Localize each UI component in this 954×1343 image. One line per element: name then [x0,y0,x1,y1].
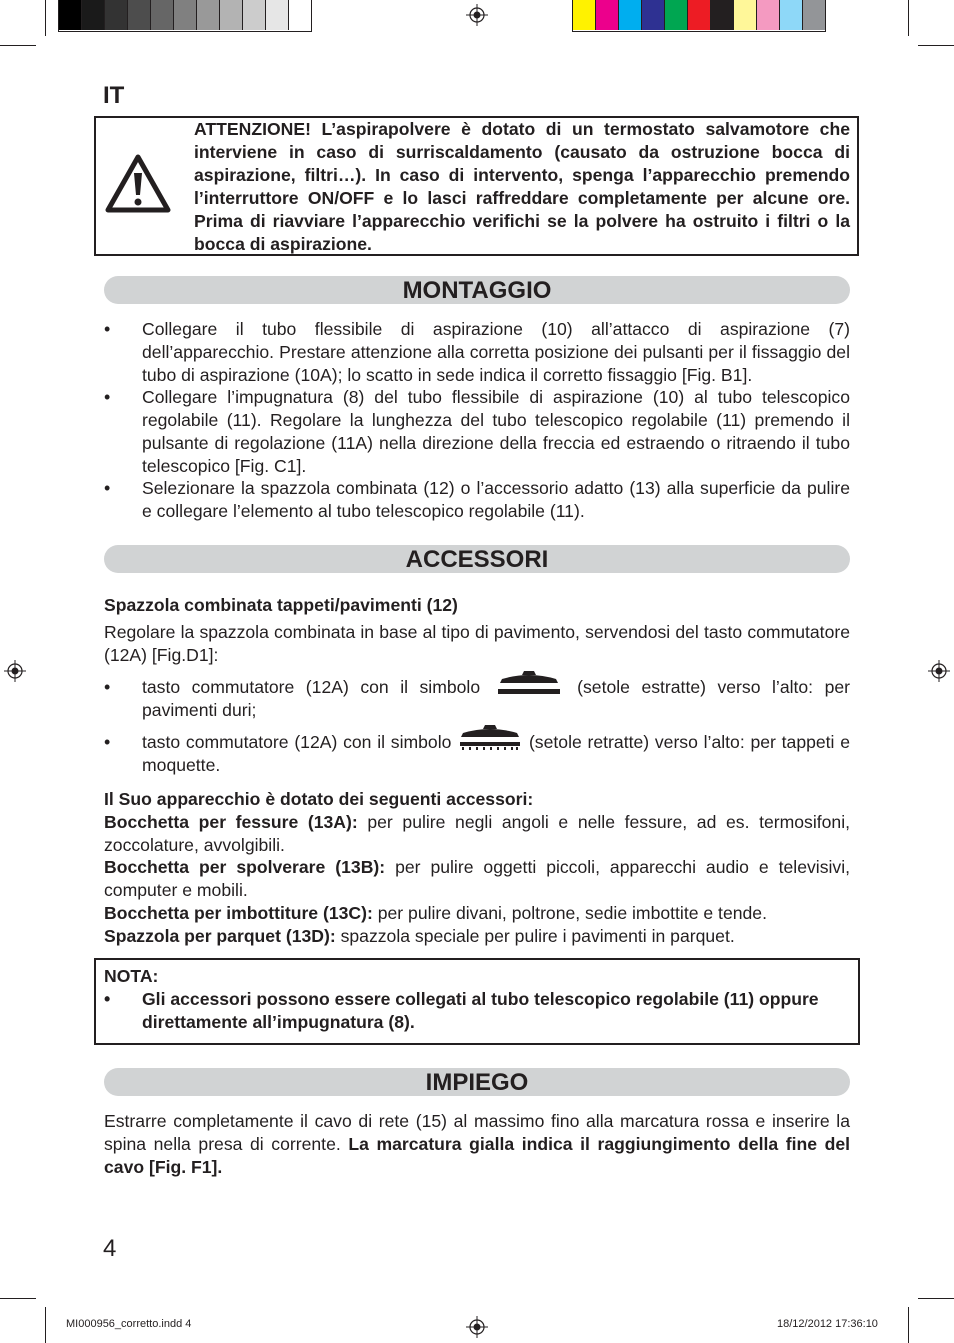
color-swatch [619,0,642,30]
color-swatch-bar [572,0,826,32]
color-swatch [596,0,619,30]
color-swatch [289,0,311,30]
color-swatch [266,0,289,30]
bullet: • [104,319,111,339]
bullet: • [104,478,111,498]
language-code: IT [103,82,125,109]
switch-text-before: tasto commutatore (12A) con il simbolo [142,732,452,752]
list-item: Collegare il tubo flessibile di aspirazione (10) all’attacco di aspirazione (7) dell’apparecchio. Prestare attenzione alla corretta posizione dei pulsanti per il fissaggio del tubo di aspirazione (10A); lo scatto in sede indica il corretto fissaggio [Fig. B1]. [142,319,850,385]
color-swatch [151,0,174,30]
color-swatch [665,0,688,30]
warning-text: ATTENZIONE! L’aspirapolvere è dotato di un termostato salvamotore che interviene in caso di surriscaldamento (causato da ostruzione bocca di aspirazione, filtri…). In caso di intervento, spenga l’apparecchio premendo l’interruttore ON/OFF e lo lasci raffreddare completamente per alcune ore. Prima di riavviare l’apparecchio verifichi se la polvere ha ostruito i filtri o la bocca di aspirazione. [194,119,850,254]
crop-mark [45,0,46,36]
accessory-desc: per pulire oggetti piccoli, apparecchi audio e televisivi, computer e mobili. [104,857,851,900]
bristles-extended-icon [496,669,562,699]
crop-mark [908,0,909,36]
crop-mark [0,45,36,46]
note-text: Gli accessori possono essere collegati al tubo telescopico regolabile (11) oppure direttamente all’impugnatura (8). [142,989,819,1032]
switch-text-after: (setole estratte) verso l’alto: per pavimenti duri; [142,677,850,721]
warning-triangle-icon [104,153,172,215]
color-swatch [688,0,711,30]
color-swatch [220,0,243,30]
bullet: • [104,677,111,697]
color-swatch [105,0,128,30]
switch-item [142,731,850,777]
accessory-name: Bocchetta per fessure (13A): [104,812,358,832]
accessory-item [104,856,850,902]
section-header-montaggio: MONTAGGIO [104,276,850,304]
color-swatch [197,0,220,30]
color-swatch [174,0,197,30]
footer-datetime: 18/12/2012 17:36:10 [777,1318,878,1330]
accessory-desc: spazzola speciale per pulire i pavimenti in parquet. [340,926,735,946]
color-swatch [734,0,757,30]
color-swatch [642,0,665,30]
bullet: • [104,387,111,407]
impiego-text-bold: La marcatura gialla indica il raggiungimento della fine del cavo [Fig. F1]. [104,1134,851,1177]
registration-mark-icon [466,4,488,26]
crop-mark [918,45,954,46]
accessory-item [104,811,850,857]
accessories-list-heading: Il Suo apparecchio è dotato dei seguenti accessori: [104,789,534,809]
page-number: 4 [103,1235,117,1262]
color-swatch [82,0,105,30]
accessori-intro: Regolare la spazzola combinata in base al tipo di pavimento, servendosi del tasto commutatore (12A) [Fig.D1]: [104,622,850,665]
registration-mark-icon [466,1316,488,1338]
note-label: NOTA: [104,966,159,986]
color-swatch [128,0,151,30]
accessory-name: Bocchetta per spolverare (13B): [104,857,386,877]
color-swatch [711,0,734,30]
accessory-desc: per pulire divani, poltrone, sedie imbottite e tende. [377,903,767,923]
switch-text-after: (setole retratte) verso l’alto: per tappeti e moquette. [142,732,851,775]
registration-mark-icon [928,660,950,682]
impiego-text [104,1110,850,1179]
registration-mark-icon [4,660,26,682]
color-swatch [243,0,266,30]
color-swatch [780,0,803,30]
impiego-text-normal: Estrarre completamente il cavo di rete (15) al massimo fino alla marcatura rossa e inserire la spina nella presa di corrente. [104,1111,850,1154]
bullet: • [104,732,111,752]
section-header-impiego: IMPIEGO [104,1068,850,1096]
color-swatch [757,0,780,30]
bristles-retracted-icon [458,723,522,753]
accessory-name: Spazzola per parquet (13D): [104,926,336,946]
section-header-accessori: ACCESSORI [104,545,850,573]
crop-mark [908,1307,909,1343]
switch-item [142,676,850,722]
grayscale-swatch-bar [58,0,312,32]
subsection-title: Spazzola combinata tappeti/pavimenti (12) [104,595,458,615]
switch-text-before: tasto commutatore (12A) con il simbolo [142,677,481,697]
footer-filename: MI000956_corretto.indd 4 [66,1318,192,1330]
accessory-name: Bocchetta per imbottiture (13C): [104,903,373,923]
color-swatch [573,0,596,30]
list-item: Selezionare la spazzola combinata (12) o l’accessorio adatto (13) alla superficie da pulire e collegare l’elemento al tubo telescopico regolabile (11). [142,478,850,521]
crop-mark [45,1307,46,1343]
color-swatch [803,0,825,30]
crop-mark [918,1298,954,1299]
list-item: Collegare l’impugnatura (8) del tubo flessibile di aspirazione (10) al tubo telescopico regolabile (11). Regolare la lunghezza del tubo telescopico regolabile (11) premendo il pulsante di regolazione (11A) nella direzione della freccia ed estraendo o ritraendo il tubo telescopico [Fig. C1]. [142,387,850,476]
color-swatch [59,0,82,30]
bullet: • [104,989,111,1009]
accessory-item [104,902,850,925]
crop-mark [0,1298,36,1299]
accessory-item [104,925,850,948]
accessory-desc: per pulire negli angoli e nelle fessure, ad es. termosifoni, zoccolature, avvolgibili. [104,812,851,855]
